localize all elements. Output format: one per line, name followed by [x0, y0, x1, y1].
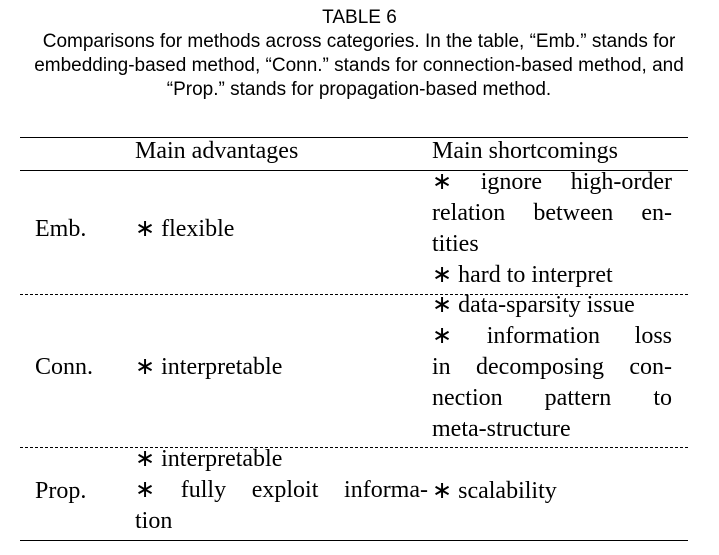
shortcoming-item: ∗ scalability — [432, 478, 557, 504]
shortcoming-line: nection pattern to — [432, 385, 672, 411]
table-bottom-rule — [20, 540, 688, 541]
header-main-advantages: Main advantages — [135, 138, 299, 164]
header-main-shortcomings: Main shortcomings — [432, 138, 618, 164]
shortcoming-line: relation between en- — [432, 200, 672, 226]
shortcomings-cell — [432, 167, 672, 291]
shortcoming-line: tities — [432, 231, 479, 257]
advantage-line: ∗ fully exploit informa- — [135, 477, 428, 503]
shortcoming-line: ∗ data-sparsity issue — [432, 292, 635, 318]
shortcomings-cell — [432, 290, 672, 445]
table-label: TABLE 6 — [322, 7, 397, 28]
shortcoming-line: ∗ ignore high-order — [432, 169, 672, 195]
shortcoming-line: ∗ hard to interpret — [432, 262, 613, 288]
advantage-item: ∗ flexible — [135, 216, 235, 242]
method-name: Emb. — [35, 216, 87, 242]
shortcoming-line: meta-structure — [432, 416, 571, 442]
method-name: Prop. — [35, 478, 87, 504]
advantage-line: tion — [135, 508, 173, 534]
shortcoming-line: ∗ information loss — [432, 323, 672, 349]
table-caption: Comparisons for methods across categories. In the table, “Emb.” stands for embedding-based method, “Conn.” stands for connection-based method, and “Prop.” stands for propagation-based method. — [34, 31, 684, 100]
advantage-item: ∗ interpretable — [135, 354, 283, 380]
advantages-cell — [135, 444, 428, 537]
shortcoming-line: in decomposing con- — [432, 354, 672, 380]
method-name: Conn. — [35, 354, 94, 380]
advantage-line: ∗ interpretable — [135, 446, 283, 472]
